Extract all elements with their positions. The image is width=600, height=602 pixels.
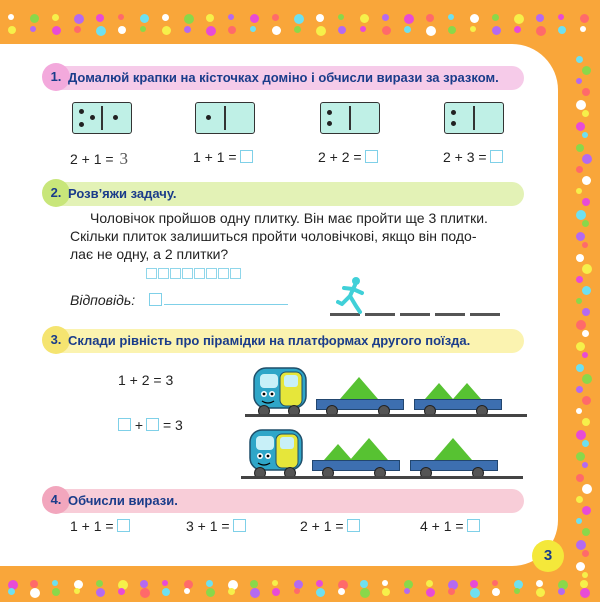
task4-expression-4 — [420, 518, 480, 534]
confetti-dot — [576, 342, 585, 351]
confetti-dot — [118, 14, 124, 20]
confetti-dot — [492, 26, 501, 35]
task4-title: Обчисли вирази. — [68, 493, 178, 508]
answer-box[interactable] — [490, 150, 503, 163]
task3-example: 1 + 2 = 3 — [118, 372, 174, 388]
confetti-dot — [576, 562, 585, 571]
confetti-dot — [338, 14, 344, 20]
confetti-dot — [582, 440, 589, 447]
answer-label-text: Відповідь: — [70, 292, 136, 308]
answer-box[interactable] — [347, 519, 360, 532]
confetti-dot — [576, 540, 586, 550]
confetti-dot — [576, 474, 584, 482]
confetti-dot — [576, 298, 582, 304]
confetti-dot — [582, 176, 591, 185]
domino-2[interactable] — [195, 102, 255, 134]
expression-text: 1 + 1 = — [70, 518, 114, 534]
confetti-dot — [580, 14, 589, 23]
confetti-dot — [492, 14, 499, 21]
confetti-dot — [360, 14, 369, 23]
confetti-dot — [30, 26, 36, 32]
confetti-dot — [228, 588, 235, 595]
pip — [79, 109, 84, 114]
confetti-dot — [52, 26, 61, 35]
task1-title: Домалюй крапки на кісточках доміно і обчисли вирази за зразком. — [68, 70, 499, 85]
answer-box[interactable] — [467, 519, 480, 532]
confetti-dot — [52, 588, 60, 596]
task1-expression-1 — [70, 149, 128, 169]
confetti-dot — [52, 580, 58, 586]
answer-handwritten: 3 — [119, 149, 128, 168]
answer-box[interactable] — [233, 519, 246, 532]
task4-expression-1 — [70, 518, 130, 534]
pyramid — [425, 383, 453, 399]
expression-text: 3 + 1 = — [186, 518, 230, 534]
confetti-dot — [536, 580, 543, 587]
confetti-dot — [96, 26, 106, 36]
expression-text: 2 + 2 = — [318, 149, 362, 165]
confetti-dot — [162, 14, 169, 21]
pip — [327, 121, 332, 126]
confetti-dot — [272, 580, 278, 586]
task2-title: Розв’яжи задачу. — [68, 186, 177, 201]
confetti-dot — [576, 144, 584, 152]
confetti-dot — [448, 14, 454, 20]
pyramid — [350, 438, 388, 460]
task1-header — [44, 66, 524, 90]
task3-template — [118, 417, 183, 433]
confetti-dot — [382, 26, 391, 35]
confetti-dot — [316, 580, 323, 587]
confetti-dot — [140, 14, 149, 23]
confetti-dot — [250, 26, 256, 32]
task1-expression-4 — [443, 149, 503, 165]
confetti-dot — [576, 166, 583, 173]
confetti-dot — [360, 26, 366, 32]
confetti-dot — [470, 580, 478, 588]
confetti-dot — [576, 320, 586, 330]
confetti-dot — [294, 26, 301, 33]
confetti-dot — [514, 588, 520, 594]
confetti-dot — [184, 14, 194, 24]
confetti-dot — [162, 26, 171, 35]
addend-box-1[interactable] — [118, 418, 131, 431]
confetti-dot — [140, 26, 146, 32]
confetti-dot — [360, 588, 370, 598]
expression-text: 1 + 1 = — [193, 149, 237, 165]
confetti-dot — [582, 462, 588, 468]
confetti-dot — [470, 588, 480, 598]
page-number: 3 — [532, 540, 564, 572]
domino-divider — [473, 106, 475, 130]
confetti-dot — [582, 550, 589, 557]
confetti-dot — [514, 26, 521, 33]
confetti-dot — [536, 588, 545, 597]
pip — [113, 115, 118, 120]
confetti-dot — [558, 26, 566, 34]
task2-header — [44, 182, 524, 206]
confetti-dot — [580, 26, 586, 32]
confetti-dot — [582, 308, 590, 316]
pyramid — [324, 444, 352, 460]
confetti-dot — [576, 430, 586, 440]
pip — [79, 122, 84, 127]
pyramid — [434, 438, 472, 460]
domino-1[interactable] — [72, 102, 132, 134]
task2-text-line1: Чоловічок пройшов одну плитку. Він має пройти ще 3 плитки. — [90, 210, 488, 226]
confetti-dot — [382, 580, 388, 586]
confetti-dot — [30, 580, 38, 588]
task3-header — [44, 329, 524, 353]
confetti-dot — [404, 588, 410, 594]
task2-text-line3: лає не одну, а 2 плитки? — [70, 246, 229, 262]
confetti-dot — [338, 26, 346, 34]
confetti-dot — [582, 286, 591, 295]
confetti-dot — [118, 26, 126, 34]
confetti-dot — [272, 588, 280, 596]
confetti-dot — [96, 588, 105, 597]
confetti-dot — [184, 588, 190, 594]
addend-box-2[interactable] — [146, 418, 159, 431]
confetti-dot — [582, 88, 590, 96]
confetti-dot — [576, 188, 582, 194]
answer-number-box[interactable] — [149, 293, 162, 306]
confetti-dot — [580, 580, 588, 588]
confetti-dot — [582, 418, 590, 426]
confetti-dot — [576, 276, 583, 283]
confetti-dot — [492, 588, 500, 596]
confetti-dot — [74, 26, 81, 33]
confetti-dot — [582, 528, 590, 536]
confetti-dot — [294, 588, 300, 594]
confetti-dot — [426, 14, 434, 22]
confetti-dot — [582, 352, 588, 358]
confetti-dot — [582, 242, 588, 248]
confetti-dot — [492, 580, 498, 586]
task3-number: 3. — [42, 326, 70, 354]
pyramid — [453, 383, 481, 399]
confetti-dot — [536, 26, 546, 36]
confetti-dot — [426, 588, 435, 597]
confetti-dot — [206, 588, 215, 597]
confetti-dot — [576, 364, 584, 372]
confetti-dot — [52, 14, 59, 21]
confetti-dot — [448, 26, 456, 34]
confetti-dot — [404, 14, 414, 24]
confetti-dot — [576, 518, 582, 524]
confetti-dot — [448, 588, 455, 595]
confetti-dot — [162, 580, 168, 586]
confetti-dot — [184, 26, 191, 33]
confetti-dot — [470, 14, 479, 23]
task4-expression-3 — [300, 518, 360, 534]
confetti-dot — [558, 14, 564, 20]
domino-4[interactable] — [444, 102, 504, 134]
confetti-dot — [576, 386, 583, 393]
confetti-dot — [582, 66, 591, 75]
confetti-dot — [576, 122, 585, 131]
confetti-dot — [250, 580, 258, 588]
pip — [451, 110, 456, 115]
pip — [90, 115, 95, 120]
confetti-dot — [580, 588, 590, 598]
confetti-dot — [582, 198, 590, 206]
confetti-dot — [576, 210, 586, 220]
pip — [206, 115, 211, 120]
confetti-dot — [576, 78, 582, 84]
confetti-dot — [272, 26, 281, 35]
confetti-dot — [558, 588, 565, 595]
answer-box[interactable] — [117, 519, 130, 532]
expression-text: 4 + 1 = — [420, 518, 464, 534]
answer-line[interactable] — [164, 304, 288, 305]
answer-box[interactable] — [240, 150, 253, 163]
rail-track — [241, 476, 523, 479]
confetti-dot — [514, 14, 524, 24]
pip — [451, 121, 456, 126]
confetti-dot — [228, 14, 234, 20]
confetti-dot — [582, 396, 591, 405]
confetti-dot — [582, 330, 589, 337]
confetti-dot — [404, 26, 411, 33]
confetti-dot — [426, 26, 436, 36]
confetti-dot — [382, 14, 389, 21]
confetti-dot — [582, 110, 589, 117]
confetti-dot — [576, 452, 585, 461]
rail-track — [245, 414, 527, 417]
confetti-dot — [360, 580, 368, 588]
task1-expression-3 — [318, 149, 378, 165]
confetti-dot — [576, 408, 582, 414]
confetti-dot — [582, 132, 588, 138]
confetti-dot — [74, 14, 84, 24]
task2-text-line2: Скільки плиток залишиться пройти чоловічкові, якщо він подо- — [70, 228, 477, 244]
confetti-dot — [582, 264, 592, 274]
confetti-dot — [582, 506, 591, 515]
confetti-dot — [30, 588, 40, 598]
answer-box[interactable] — [365, 150, 378, 163]
domino-3[interactable] — [320, 102, 380, 134]
pip — [327, 110, 332, 115]
confetti-dot — [140, 580, 148, 588]
confetti-dot — [250, 588, 260, 598]
walking-man-icon — [336, 276, 366, 314]
confetti-dot — [118, 588, 125, 595]
template-result: = 3 — [162, 417, 183, 433]
confetti-dot — [536, 14, 544, 22]
task4-number: 4. — [42, 486, 70, 514]
confetti-dot — [576, 254, 584, 262]
confetti-dot — [470, 26, 476, 32]
confetti-dot — [316, 588, 325, 597]
confetti-dot — [74, 588, 80, 594]
confetti-dot — [576, 100, 586, 110]
confetti-dot — [426, 580, 433, 587]
expression-text: 2 + 1 = — [70, 151, 114, 167]
pyramid — [340, 377, 378, 399]
confetti-dot — [8, 14, 14, 20]
confetti-dot — [576, 56, 583, 63]
confetti-dot — [582, 374, 592, 384]
expression-text: 2 + 3 = — [443, 149, 487, 165]
confetti-dot — [294, 14, 304, 24]
domino-divider — [224, 106, 226, 130]
confetti-dot — [382, 588, 390, 596]
task2-number: 2. — [42, 179, 70, 207]
task1-expression-2 — [193, 149, 253, 165]
confetti-dot — [206, 26, 216, 36]
task1-number: 1. — [42, 63, 70, 91]
task4-header — [44, 489, 524, 513]
confetti-dot — [96, 14, 104, 22]
confetti-dot — [338, 588, 345, 595]
confetti-dot — [250, 14, 259, 23]
confetti-dot — [8, 26, 16, 34]
confetti-dot — [576, 496, 583, 503]
expression-text: 2 + 1 = — [300, 518, 344, 534]
confetti-dot — [228, 26, 236, 34]
confetti-dot — [316, 14, 324, 22]
domino-divider — [101, 106, 103, 130]
confetti-dot — [582, 220, 589, 227]
confetti-dot — [576, 232, 585, 241]
confetti-dot — [140, 588, 150, 598]
confetti-dot — [272, 14, 279, 21]
confetti-dot — [30, 14, 39, 23]
confetti-dot — [8, 588, 15, 595]
confetti-dot — [96, 580, 103, 587]
confetti-dot — [162, 588, 170, 596]
task3-title: Склади рівність про пірамідки на платформах другого поїзда. — [68, 333, 471, 348]
task4-expression-2 — [186, 518, 246, 534]
confetti-dot — [206, 580, 213, 587]
answer-label — [70, 292, 135, 308]
confetti-dot — [582, 154, 592, 164]
plus-sign: + — [134, 417, 144, 433]
confetti-dot — [316, 26, 326, 36]
domino-divider — [349, 106, 351, 130]
confetti-dot — [206, 14, 214, 22]
confetti-dot — [582, 572, 588, 578]
solution-grid[interactable] — [146, 266, 242, 284]
confetti-dot — [582, 484, 592, 494]
